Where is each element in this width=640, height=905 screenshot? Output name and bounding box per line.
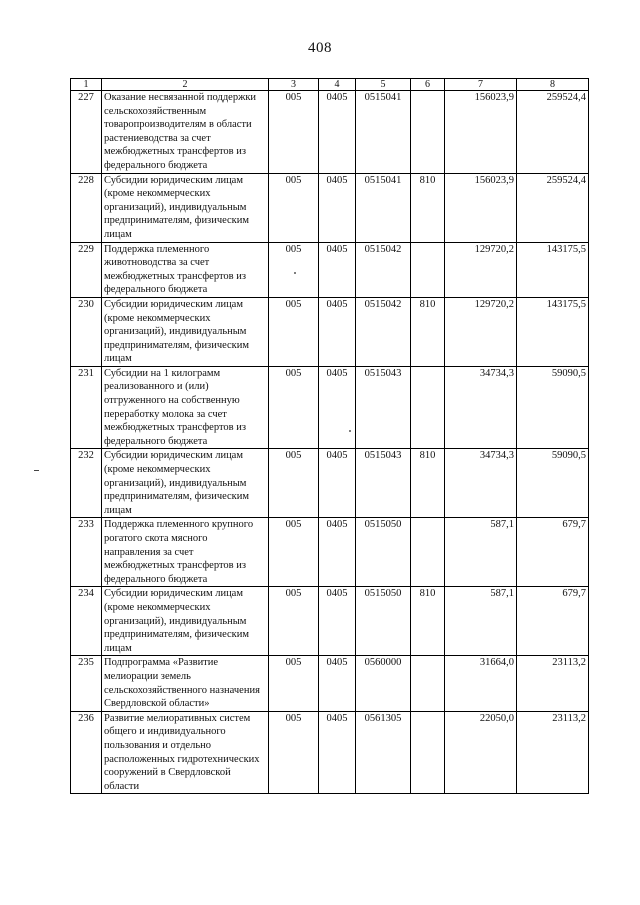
expense-type-code — [411, 366, 445, 449]
amount-col7: 156023,9 — [445, 91, 517, 174]
table-row — [71, 449, 589, 518]
table-row — [71, 173, 589, 242]
amount-col7: 587,1 — [445, 587, 517, 656]
amount-col8: 59090,5 — [517, 366, 589, 449]
amount-col7: 129720,2 — [445, 297, 517, 366]
row-number: 236 — [71, 711, 102, 794]
table-row — [71, 366, 589, 449]
row-description: Оказание несвязанной поддержки сельскохозяйственным товаропроизводителям в области растениеводства за счет межбюджетных трансфертов из федерального бюджета — [102, 91, 269, 174]
expense-type-code: 810 — [411, 173, 445, 242]
scan-margin-mark — [34, 470, 39, 471]
header-row — [71, 79, 589, 91]
target-article-code: 0515050 — [356, 518, 411, 587]
column-header: 5 — [356, 79, 411, 91]
scan-speck — [294, 272, 296, 274]
amount-col8: 59090,5 — [517, 449, 589, 518]
amount-col7: 31664,0 — [445, 656, 517, 711]
row-description: Развитие мелиоративных систем общего и индивидуального пользования и отдельно расположенных гидротехнических сооружений в Свердловской области — [102, 711, 269, 794]
ministry-code: 005 — [269, 711, 319, 794]
target-article-code: 0515043 — [356, 449, 411, 518]
row-number: 230 — [71, 297, 102, 366]
section-code: 0405 — [319, 518, 356, 587]
scan-speck — [349, 430, 351, 432]
row-description: Субсидии юридическим лицам (кроме некоммерческих организаций), индивидуальным предпринимателям, физическим лицам — [102, 173, 269, 242]
row-description: Поддержка племенного животноводства за счет межбюджетных трансфертов из федерального бюджета — [102, 242, 269, 297]
page-number: 408 — [308, 40, 332, 56]
section-code: 0405 — [319, 587, 356, 656]
row-description: Подпрограмма «Развитие мелиорации земель сельскохозяйственного назначения Свердловской области» — [102, 656, 269, 711]
row-number: 232 — [71, 449, 102, 518]
section-code: 0405 — [319, 656, 356, 711]
ministry-code: 005 — [269, 656, 319, 711]
target-article-code: 0515050 — [356, 587, 411, 656]
expense-type-code: 810 — [411, 449, 445, 518]
target-article-code: 0515042 — [356, 297, 411, 366]
row-description: Субсидии юридическим лицам (кроме некоммерческих организаций), индивидуальным предпринимателям, физическим лицам — [102, 449, 269, 518]
section-code: 0405 — [319, 449, 356, 518]
ministry-code: 005 — [269, 173, 319, 242]
amount-col8: 259524,4 — [517, 91, 589, 174]
amount-col8: 679,7 — [517, 587, 589, 656]
amount-col8: 143175,5 — [517, 297, 589, 366]
expense-type-code — [411, 518, 445, 587]
target-article-code: 0561305 — [356, 711, 411, 794]
section-code: 0405 — [319, 297, 356, 366]
column-header: 6 — [411, 79, 445, 91]
table-row — [71, 297, 589, 366]
target-article-code: 0560000 — [356, 656, 411, 711]
amount-col7: 34734,3 — [445, 366, 517, 449]
column-header: 4 — [319, 79, 356, 91]
amount-col7: 22050,0 — [445, 711, 517, 794]
ministry-code: 005 — [269, 242, 319, 297]
ministry-code: 005 — [269, 449, 319, 518]
expense-type-code: 810 — [411, 587, 445, 656]
section-code: 0405 — [319, 366, 356, 449]
table-row — [71, 587, 589, 656]
column-header: 2 — [102, 79, 269, 91]
target-article-code: 0515041 — [356, 173, 411, 242]
row-number: 227 — [71, 91, 102, 174]
row-description: Поддержка племенного крупного рогатого скота мясного направления за счет межбюджетных трансфертов из федерального бюджета — [102, 518, 269, 587]
row-description: Субсидии на 1 килограмм реализованного и (или) отгруженного на собственную переработку молока за счет межбюджетных трансфертов из федерального бюджета — [102, 366, 269, 449]
target-article-code: 0515041 — [356, 91, 411, 174]
amount-col7: 34734,3 — [445, 449, 517, 518]
section-code: 0405 — [319, 91, 356, 174]
ministry-code: 005 — [269, 518, 319, 587]
row-number: 233 — [71, 518, 102, 587]
section-code: 0405 — [319, 173, 356, 242]
expense-type-code — [411, 711, 445, 794]
row-number: 228 — [71, 173, 102, 242]
amount-col7: 129720,2 — [445, 242, 517, 297]
expense-type-code — [411, 91, 445, 174]
table-row — [71, 711, 589, 794]
ministry-code: 005 — [269, 366, 319, 449]
amount-col7: 587,1 — [445, 518, 517, 587]
expense-type-code — [411, 242, 445, 297]
table-row — [71, 242, 589, 297]
row-number: 234 — [71, 587, 102, 656]
column-header: 8 — [517, 79, 589, 91]
amount-col8: 679,7 — [517, 518, 589, 587]
row-number: 231 — [71, 366, 102, 449]
section-code: 0405 — [319, 242, 356, 297]
column-header: 1 — [71, 79, 102, 91]
amount-col8: 259524,4 — [517, 173, 589, 242]
target-article-code: 0515042 — [356, 242, 411, 297]
table-row — [71, 656, 589, 711]
target-article-code: 0515043 — [356, 366, 411, 449]
row-number: 235 — [71, 656, 102, 711]
amount-col8: 23113,2 — [517, 656, 589, 711]
column-header: 3 — [269, 79, 319, 91]
row-number: 229 — [71, 242, 102, 297]
row-description: Субсидии юридическим лицам (кроме некоммерческих организаций), индивидуальным предпринимателям, физическим лицам — [102, 587, 269, 656]
ministry-code: 005 — [269, 587, 319, 656]
ministry-code: 005 — [269, 297, 319, 366]
row-description: Субсидии юридическим лицам (кроме некоммерческих организаций), индивидуальным предпринимателям, физическим лицам — [102, 297, 269, 366]
ministry-code: 005 — [269, 91, 319, 174]
table-row — [71, 518, 589, 587]
amount-col8: 143175,5 — [517, 242, 589, 297]
column-header: 7 — [445, 79, 517, 91]
section-code: 0405 — [319, 711, 356, 794]
amount-col8: 23113,2 — [517, 711, 589, 794]
expense-type-code: 810 — [411, 297, 445, 366]
expense-type-code — [411, 656, 445, 711]
budget-table — [70, 78, 589, 794]
amount-col7: 156023,9 — [445, 173, 517, 242]
table-row — [71, 91, 589, 174]
